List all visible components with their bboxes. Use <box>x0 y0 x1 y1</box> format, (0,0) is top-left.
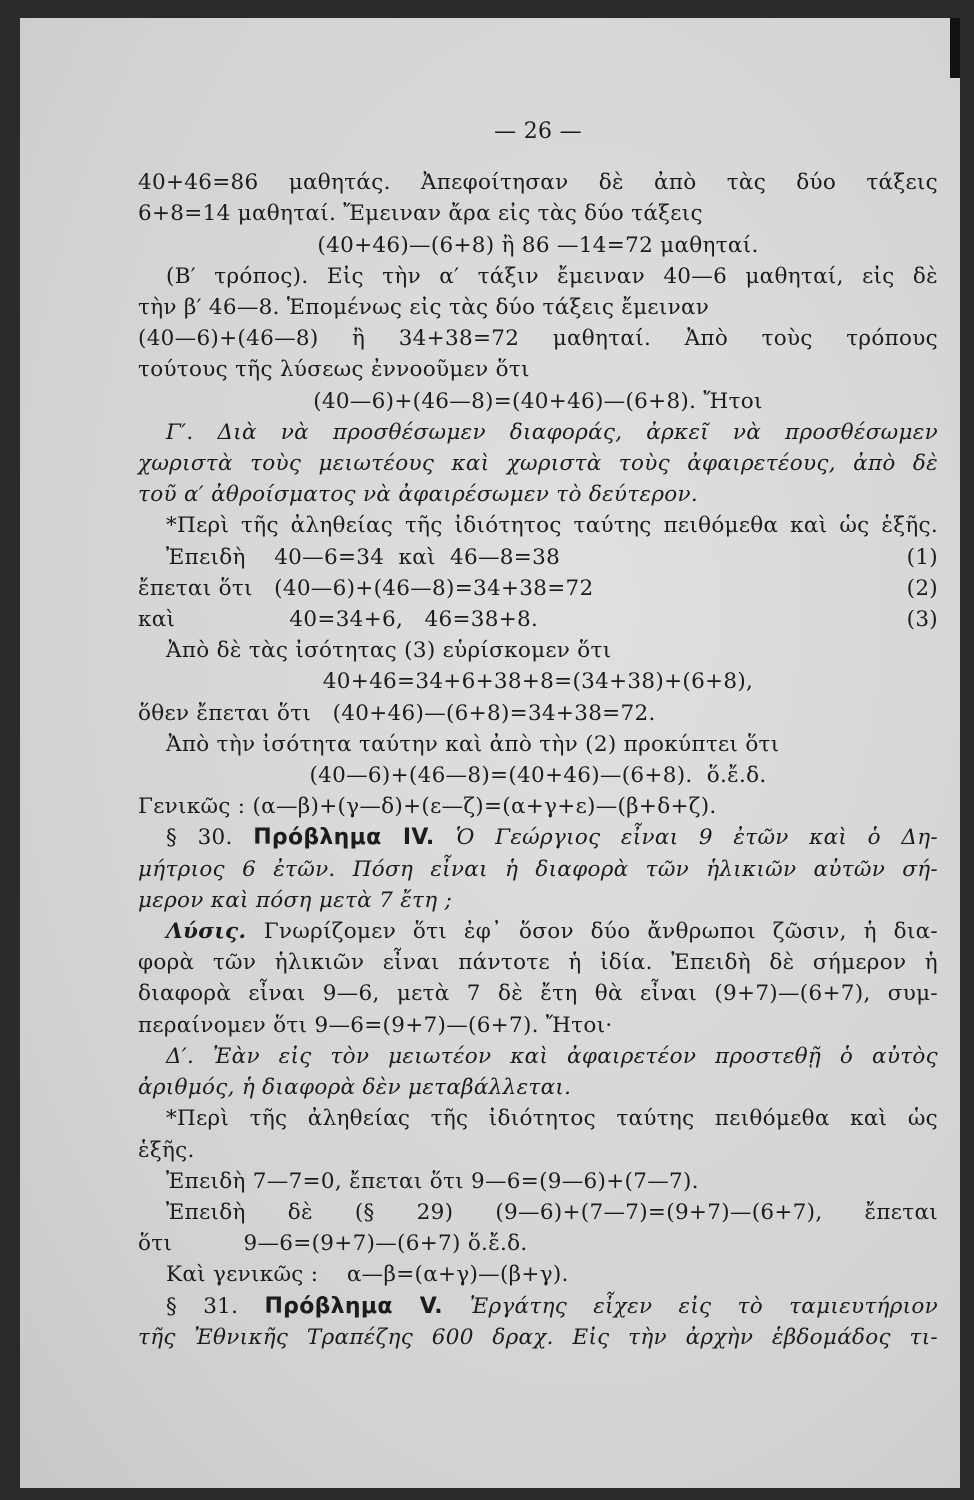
line-text: 6+8=14 μαθηταί. Ἔμειναν ἄρα εἰς τὰς δύο τάξεις <box>138 201 703 227</box>
text-line <box>138 292 938 323</box>
text-line <box>138 417 938 448</box>
text-line <box>138 698 938 729</box>
line-text: Καὶ γενικῶς : α—β=(α+γ)—(β+γ). <box>166 1262 569 1288</box>
text-line <box>138 1259 938 1290</box>
line-text: ἀριθμός, ἡ διαφορὰ δὲν μεταβάλλεται. <box>138 1075 572 1101</box>
text-line <box>138 978 938 1009</box>
line-text: ὅτι 9—6=(9+7)—(6+7) ὅ.ἔ.δ. <box>138 1231 528 1257</box>
problem-heading: Πρόβλημα IV. <box>253 825 456 851</box>
line-text: *Περὶ τῆς ἀληθείας τῆς ἰδιότητος ταύτης πειθόμεθα καὶ ὡς <box>166 1106 938 1132</box>
text-line <box>138 822 938 853</box>
line-text: μερον καὶ πόση μετὰ 7 ἔτη ; <box>138 887 453 913</box>
text-line <box>138 354 938 385</box>
line-text: (40—6)+(46—8) ἢ 34+38=72 μαθηταί. Ἀπὸ τοὺς τρόπους <box>138 326 938 352</box>
text-line <box>138 386 938 417</box>
text-line <box>138 1072 938 1103</box>
line-text: Γενικῶς : (α—β)+(γ—δ)+(ε—ζ)=(α+γ+ε)—(β+δ+ζ). <box>138 794 717 820</box>
text-line <box>138 1291 938 1322</box>
line-text: τοῦ α′ ἀθροίσματος νὰ ἀφαιρέσωμεν τὸ δεύτερον. <box>138 482 699 508</box>
line-text: διαφορὰ εἶναι 9—6, μετὰ 7 δὲ ἔτη θὰ εἶναι (9+7)—(6+7), συμ- <box>138 981 938 1007</box>
section-number: § 31. <box>166 1293 265 1319</box>
book-page <box>20 18 960 1488</box>
line-text: τούτους τῆς λύσεως ἐννοοῦμεν ὅτι <box>138 357 530 383</box>
section-number: § 30. <box>166 825 254 851</box>
page-text <box>138 116 938 1353</box>
text-line <box>138 479 938 510</box>
text-line <box>138 1041 938 1072</box>
line-text: 40+46=86 μαθητάς. Ἀπεφοίτησαν δὲ ἀπὸ τὰς δύο τάξεις <box>138 170 938 196</box>
text-line <box>138 1166 938 1197</box>
line-text: Ἐργάτης εἶχεν εἰς τὸ ταμιευτήριον <box>469 1293 938 1319</box>
line-text: ἑξῆς. <box>138 1137 195 1163</box>
line-text: (40—6)+(46—8)=(40+46)—(6+8). Ἤτοι <box>313 388 763 414</box>
text-line <box>138 1135 938 1166</box>
text-line <box>138 729 938 760</box>
solution-label: Λύσις. <box>166 919 264 945</box>
text-line <box>138 1103 938 1134</box>
text-line <box>138 1228 938 1259</box>
text-line <box>138 947 938 978</box>
line-text: Ἐπειδὴ 40—6=34 καὶ 46—8=38 <box>166 544 561 570</box>
equation-number: (3) <box>906 607 938 633</box>
line-text: *Περὶ τῆς ἀληθείας τῆς ἰδιότητος ταύτης πειθόμεθα καὶ ὡς ἑξῆς. <box>166 513 938 539</box>
line-text: Γ′. Διὰ νὰ προσθέσωμεν διαφοράς, ἀρκεῖ νὰ προσθέσωμεν <box>166 419 938 445</box>
body-lines <box>138 167 938 1353</box>
line-text: (Β′ τρόπος). Εἰς τὴν α′ τάξιν ἔμειναν 40—6 μαθηταί, εἰς δὲ <box>166 263 938 289</box>
problem-heading: Πρόβλημα V. <box>264 1293 470 1319</box>
text-line <box>138 167 938 198</box>
line-text: Ὁ Γεώργιος εἶναι 9 ἐτῶν καὶ ὁ Δη- <box>455 825 938 851</box>
line-text: καὶ 40=34+6, 46=38+8. <box>138 607 539 633</box>
text-line <box>138 323 938 354</box>
line-text: Ἀπὸ δὲ τὰς ἰσότητας (3) εὑρίσκομεν ὅτι <box>166 638 612 664</box>
line-text: Δ′. Ἐὰν εἰς τὸν μειωτέον καὶ ἀφαιρετέον προστεθῇ ὁ αὐτὸς <box>166 1043 938 1069</box>
text-line <box>138 261 938 292</box>
text-line <box>138 573 938 604</box>
scan-edge <box>950 18 960 78</box>
text-line <box>138 916 938 947</box>
page-number: — 26 — <box>494 119 582 144</box>
text-line <box>138 885 938 916</box>
line-text: χωριστὰ τοὺς μειωτέους καὶ χωριστὰ τοὺς ἀφαιρετέους, ἀπὸ δὲ <box>138 451 938 477</box>
text-line <box>138 666 938 697</box>
text-line <box>138 791 938 822</box>
line-text: (40+46)—(6+8) ἢ 86 —14=72 μαθηταί. <box>317 232 759 258</box>
text-line <box>138 760 938 791</box>
line-text: Ἐπειδὴ 7—7=0, ἔπεται ὅτι 9—6=(9—6)+(7—7). <box>166 1168 699 1194</box>
text-line <box>138 604 938 635</box>
line-text: (40—6)+(46—8)=(40+46)—(6+8). ὅ.ἔ.δ. <box>309 763 767 789</box>
line-text: περαίνομεν ὅτι 9—6=(9+7)—(6+7). Ἤτοι· <box>138 1012 613 1038</box>
equation-number: (1) <box>906 544 938 570</box>
line-text: φορὰ τῶν ἡλικιῶν εἶναι πάντοτε ἡ ἰδία. Ἐπειδὴ δὲ σήμερον ἡ <box>138 950 938 976</box>
line-text: ἔπεται ὅτι (40—6)+(46—8)=34+38=72 <box>138 575 594 601</box>
text-line <box>138 510 938 541</box>
line-text: 40+46=34+6+38+8=(34+38)+(6+8), <box>322 669 754 695</box>
line-text: Ἀπὸ τὴν ἰσότητα ταύτην καὶ ἀπὸ τὴν (2) προκύπτει ὅτι <box>166 731 780 757</box>
line-text: Ἐπειδὴ δὲ (§ 29) (9—6)+(7—7)=(9+7)—(6+7), ἔπεται <box>166 1199 938 1225</box>
text-line <box>138 448 938 479</box>
text-line <box>138 1322 938 1353</box>
text-line <box>138 542 938 573</box>
line-text: τῆς Ἐθνικῆς Τραπέζης 600 δραχ. Εἰς τὴν ἀρχὴν ἑβδομάδος τι- <box>138 1324 938 1350</box>
text-line <box>138 198 938 229</box>
equation-number: (2) <box>906 575 938 601</box>
text-line <box>138 1010 938 1041</box>
line-text: μήτριος 6 ἐτῶν. Πόση εἶναι ἡ διαφορὰ τῶν ἡλικιῶν αὐτῶν σή- <box>138 856 938 882</box>
line-text: ὅθεν ἔπεται ὅτι (40+46)—(6+8)=34+38=72. <box>138 700 656 726</box>
text-line <box>138 635 938 666</box>
text-line <box>138 854 938 885</box>
text-line <box>138 230 938 261</box>
line-text: τὴν β′ 46—8. Ἑπομένως εἰς τὰς δύο τάξεις ἔμειναν <box>138 295 710 321</box>
line-text: Γνωρίζομεν ὅτι ἐφ᾽ ὅσον δύο ἄνθρωποι ζῶσιν, ἡ δια- <box>263 919 938 945</box>
text-line <box>138 1197 938 1228</box>
